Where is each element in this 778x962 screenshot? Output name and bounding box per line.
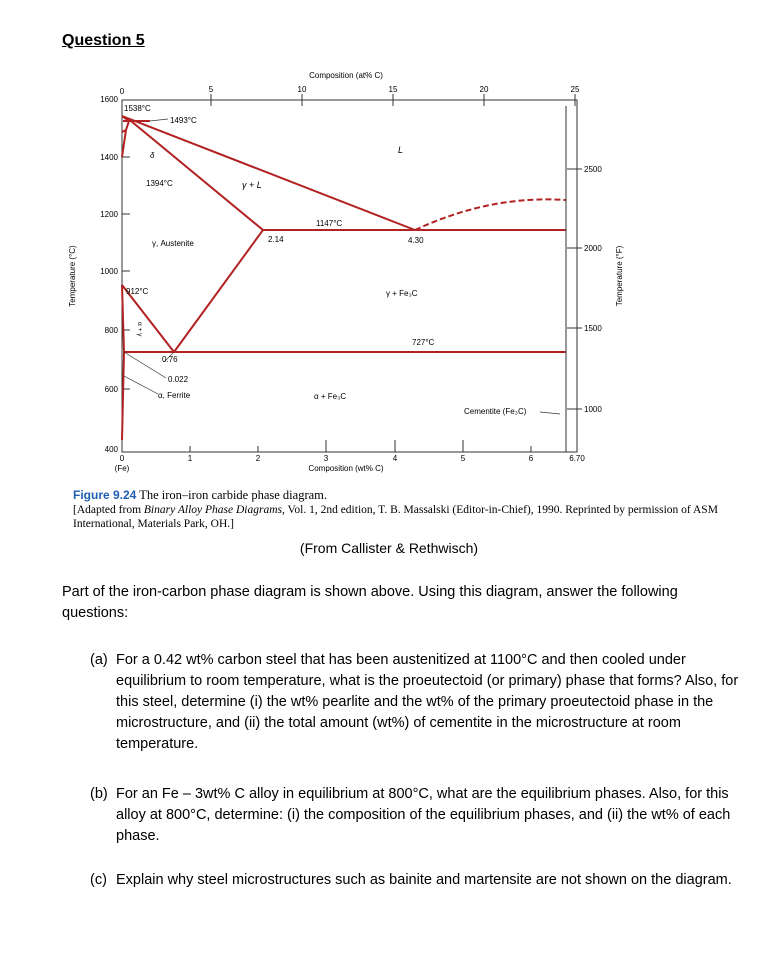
label-alpha-fe3c: α + Fe₃C (314, 392, 347, 401)
bottom-tick-label: 5 (460, 454, 466, 463)
question-label: (c) (90, 872, 107, 888)
acm-line (174, 230, 263, 352)
leader-lines (124, 119, 560, 414)
figure-label: Figure 9.24 (73, 488, 137, 502)
caption-source: [Adapted from (73, 504, 144, 516)
left-tick-label: 1200 (100, 210, 118, 219)
label-1394: 1394°C (146, 179, 173, 188)
question-b (90, 784, 756, 847)
phase-diagram (0, 0, 778, 480)
intro-paragraph: Part of the iron-carbon phase diagram is shown above. Using this diagram, answer the following questions: (62, 584, 678, 621)
bottom-tick-label: 6 (528, 454, 534, 463)
bottom-tick-label: 0 (119, 454, 125, 463)
left-tick-label: 600 (104, 385, 118, 394)
top-tick-label: 20 (479, 85, 489, 94)
cementite-liquidus (415, 199, 566, 230)
question-a (90, 650, 756, 755)
bottom-tick-label: 2 (255, 454, 261, 463)
austenite-solidus (131, 121, 263, 230)
top-tick-label: 25 (570, 85, 580, 94)
left-tick-label: 1000 (100, 267, 118, 276)
question-label: (a) (90, 652, 108, 668)
label-912: 912°C (126, 287, 149, 296)
bottom-tick-label: 4 (392, 454, 398, 463)
label-ferrite: α, Ferrite (158, 391, 191, 400)
top-axis-title: Composition (at% C) (309, 71, 383, 80)
top-tick-label: 5 (208, 85, 214, 94)
top-tick-label: 10 (297, 85, 307, 94)
bottom-axis-title: Composition (wt% C) (308, 464, 384, 473)
caption-source-italic: Binary Alloy Phase Diagrams, (143, 504, 285, 516)
bottom-tick-label: 6.70 (569, 454, 585, 463)
question-text: For an Fe – 3wt% C alloy in equilibrium at 800°C, what are the equilibrium phases. Also, for this alloy at 800°C, determine: (i) the composition of the equilibrium phases, and (ii) the wt% of each phase. (116, 786, 731, 844)
label-alpha-gamma: α + γ (136, 322, 143, 337)
question-heading: Question 5 (62, 32, 145, 49)
label-4-30: 4.30 (408, 236, 424, 245)
right-tick-label: 1500 (584, 324, 602, 333)
question-text: For a 0.42 wt% carbon steel that has been austenitized at 1100°C and then cooled under equilibrium to room temperature, what is the proeutectoid (or primary) phase that forms? Also, for this steel, determine (i) the wt% pearlite and the wt% of the primary proeutectoid phase in the microstructure, and (ii) the total amount (wt%) of cementite in the microstructure at room temperature. (116, 652, 739, 752)
label-liquid: L (398, 145, 404, 155)
delta-boundary (122, 130, 126, 157)
bottom-tick-label: 1 (187, 454, 193, 463)
label-cementite: Cementite (Fe₃C) (464, 407, 527, 416)
right-axis-ticks (567, 169, 582, 409)
label-1147: 1147°C (316, 219, 343, 228)
label-1493: 1493°C (170, 116, 197, 125)
left-tick-label: 800 (104, 326, 118, 335)
figure-credit: (From Callister & Rethwisch) (299, 540, 479, 556)
right-tick-label: 2000 (584, 244, 602, 253)
label-0-022: 0.022 (168, 375, 189, 384)
bottom-axis-ticks (190, 440, 531, 452)
question-label: (b) (90, 786, 108, 802)
right-tick-label: 1000 (584, 405, 602, 414)
caption-source-rest: Vol. 1, 2nd edition, T. B. Massalski (Editor-in-Chief), 1990. Reprinted by permission of ASM International, Materials Park, OH.] (73, 504, 718, 530)
bottom-tick-label: 3 (323, 454, 329, 463)
label-1538: 1538°C (124, 104, 151, 113)
left-tick-label: 400 (104, 445, 118, 454)
plot-frame (122, 100, 577, 452)
label-gamma-fe3c: γ + Fe₃C (386, 289, 418, 298)
label-0-76: 0.76 (162, 355, 178, 364)
right-axis-title: Temperature (°F) (615, 245, 624, 307)
right-tick-label: 2500 (584, 165, 602, 174)
left-tick-label: 1600 (100, 95, 118, 104)
label-2-14: 2.14 (268, 235, 284, 244)
figure-caption (73, 488, 753, 531)
bottom-origin-label: (Fe) (114, 464, 130, 473)
liquidus-line (122, 116, 415, 230)
label-austenite: γ, Austenite (152, 239, 194, 248)
left-axis-title: Temperature (°C) (68, 245, 77, 307)
label-gamma-liquid: γ + L (242, 180, 262, 190)
top-tick-label: 0 (119, 87, 125, 96)
left-tick-label: 1400 (100, 153, 118, 162)
top-tick-label: 15 (388, 85, 398, 94)
question-c (90, 870, 756, 891)
question-text: Explain why steel microstructures such as bainite and martensite are not shown on the diagram. (116, 872, 732, 888)
label-727: 727°C (412, 338, 435, 347)
label-delta: δ (150, 151, 155, 160)
figure-title: The iron–iron carbide phase diagram. (139, 488, 328, 502)
